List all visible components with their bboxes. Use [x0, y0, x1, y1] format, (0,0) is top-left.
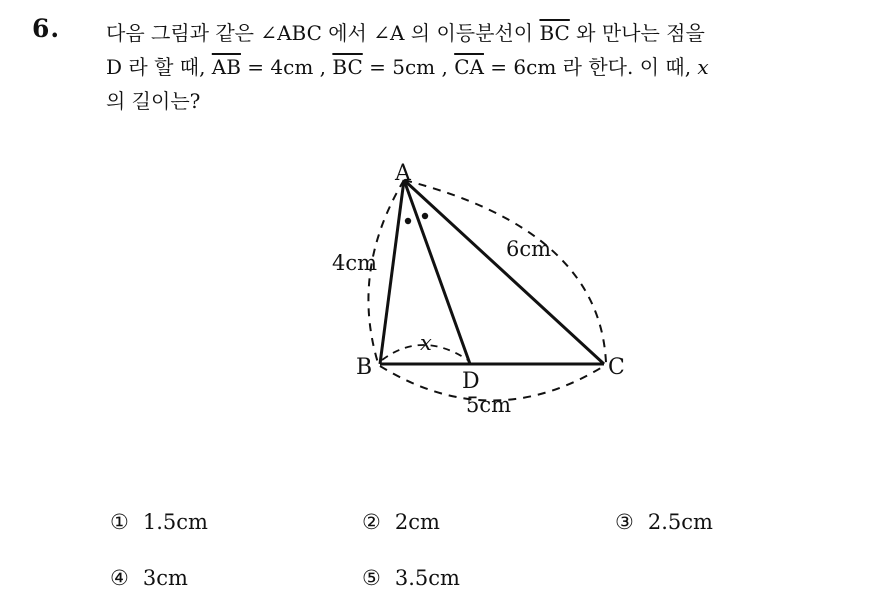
choice-3-mark: ③ — [615, 510, 634, 534]
question-line-2 — [106, 50, 866, 84]
side-ac — [404, 180, 604, 364]
choice-4-mark: ④ — [110, 566, 129, 590]
choice-2-mark: ② — [362, 510, 381, 534]
segment-ca-ref: $\overline{CA}$ — [454, 55, 484, 79]
choice-3-text: 2.5cm — [647, 510, 713, 534]
choice-1[interactable] — [110, 510, 208, 534]
segment-bc-ref-2: $\overline{BC}$ — [332, 55, 363, 79]
length-label-ab: 4cm — [332, 251, 378, 275]
vertex-label-c: C — [608, 355, 625, 380]
choice-5[interactable] — [362, 566, 460, 590]
choice-5-mark: ⑤ — [362, 566, 381, 590]
segment-ab-ref: $\overline{AB}$ — [211, 55, 241, 79]
side-ab — [380, 180, 404, 364]
question-line-2-start: D 라 할 때, — [106, 55, 212, 79]
choice-1-mark: ① — [110, 510, 129, 534]
question-line-1-start: 다음 그림과 같은 ∠ABC 에서 ∠A 의 이등분선이 — [106, 21, 540, 45]
bc-length-text: = 5cm , — [362, 55, 455, 79]
angle-mark-dot-2 — [422, 213, 428, 219]
choice-5-text: 3.5cm — [394, 566, 460, 590]
choice-1-text: 1.5cm — [142, 510, 208, 534]
angle-mark-dot-1 — [405, 218, 411, 224]
question-line-1-end: 와 만나는 점을 — [569, 21, 705, 45]
segment-bc-ref: $\overline{BC}$ — [539, 21, 570, 45]
ca-length-text: = 6cm 라 한다. 이 때, — [483, 55, 698, 79]
choice-3[interactable] — [615, 510, 713, 534]
length-label-x: x — [420, 331, 432, 355]
choice-4-text: 3cm — [142, 566, 188, 590]
ab-length-text: = 4cm , — [240, 55, 333, 79]
vertex-label-b: B — [356, 355, 373, 380]
question-number: 6. — [32, 14, 61, 43]
length-label-bc: 5cm — [466, 393, 512, 417]
variable-x: x — [697, 55, 709, 79]
triangle-figure — [320, 150, 640, 430]
question-line-1 — [106, 16, 866, 50]
choice-2-text: 2cm — [394, 510, 440, 534]
point-label-d: D — [462, 369, 480, 394]
vertex-label-a: A — [395, 161, 411, 186]
question-line-3: 의 길이는? — [106, 89, 201, 113]
length-label-ca: 6cm — [506, 237, 552, 261]
bisector-ad — [404, 180, 470, 364]
choice-4[interactable] — [110, 566, 188, 590]
choice-2[interactable] — [362, 510, 440, 534]
question-text — [106, 16, 866, 118]
